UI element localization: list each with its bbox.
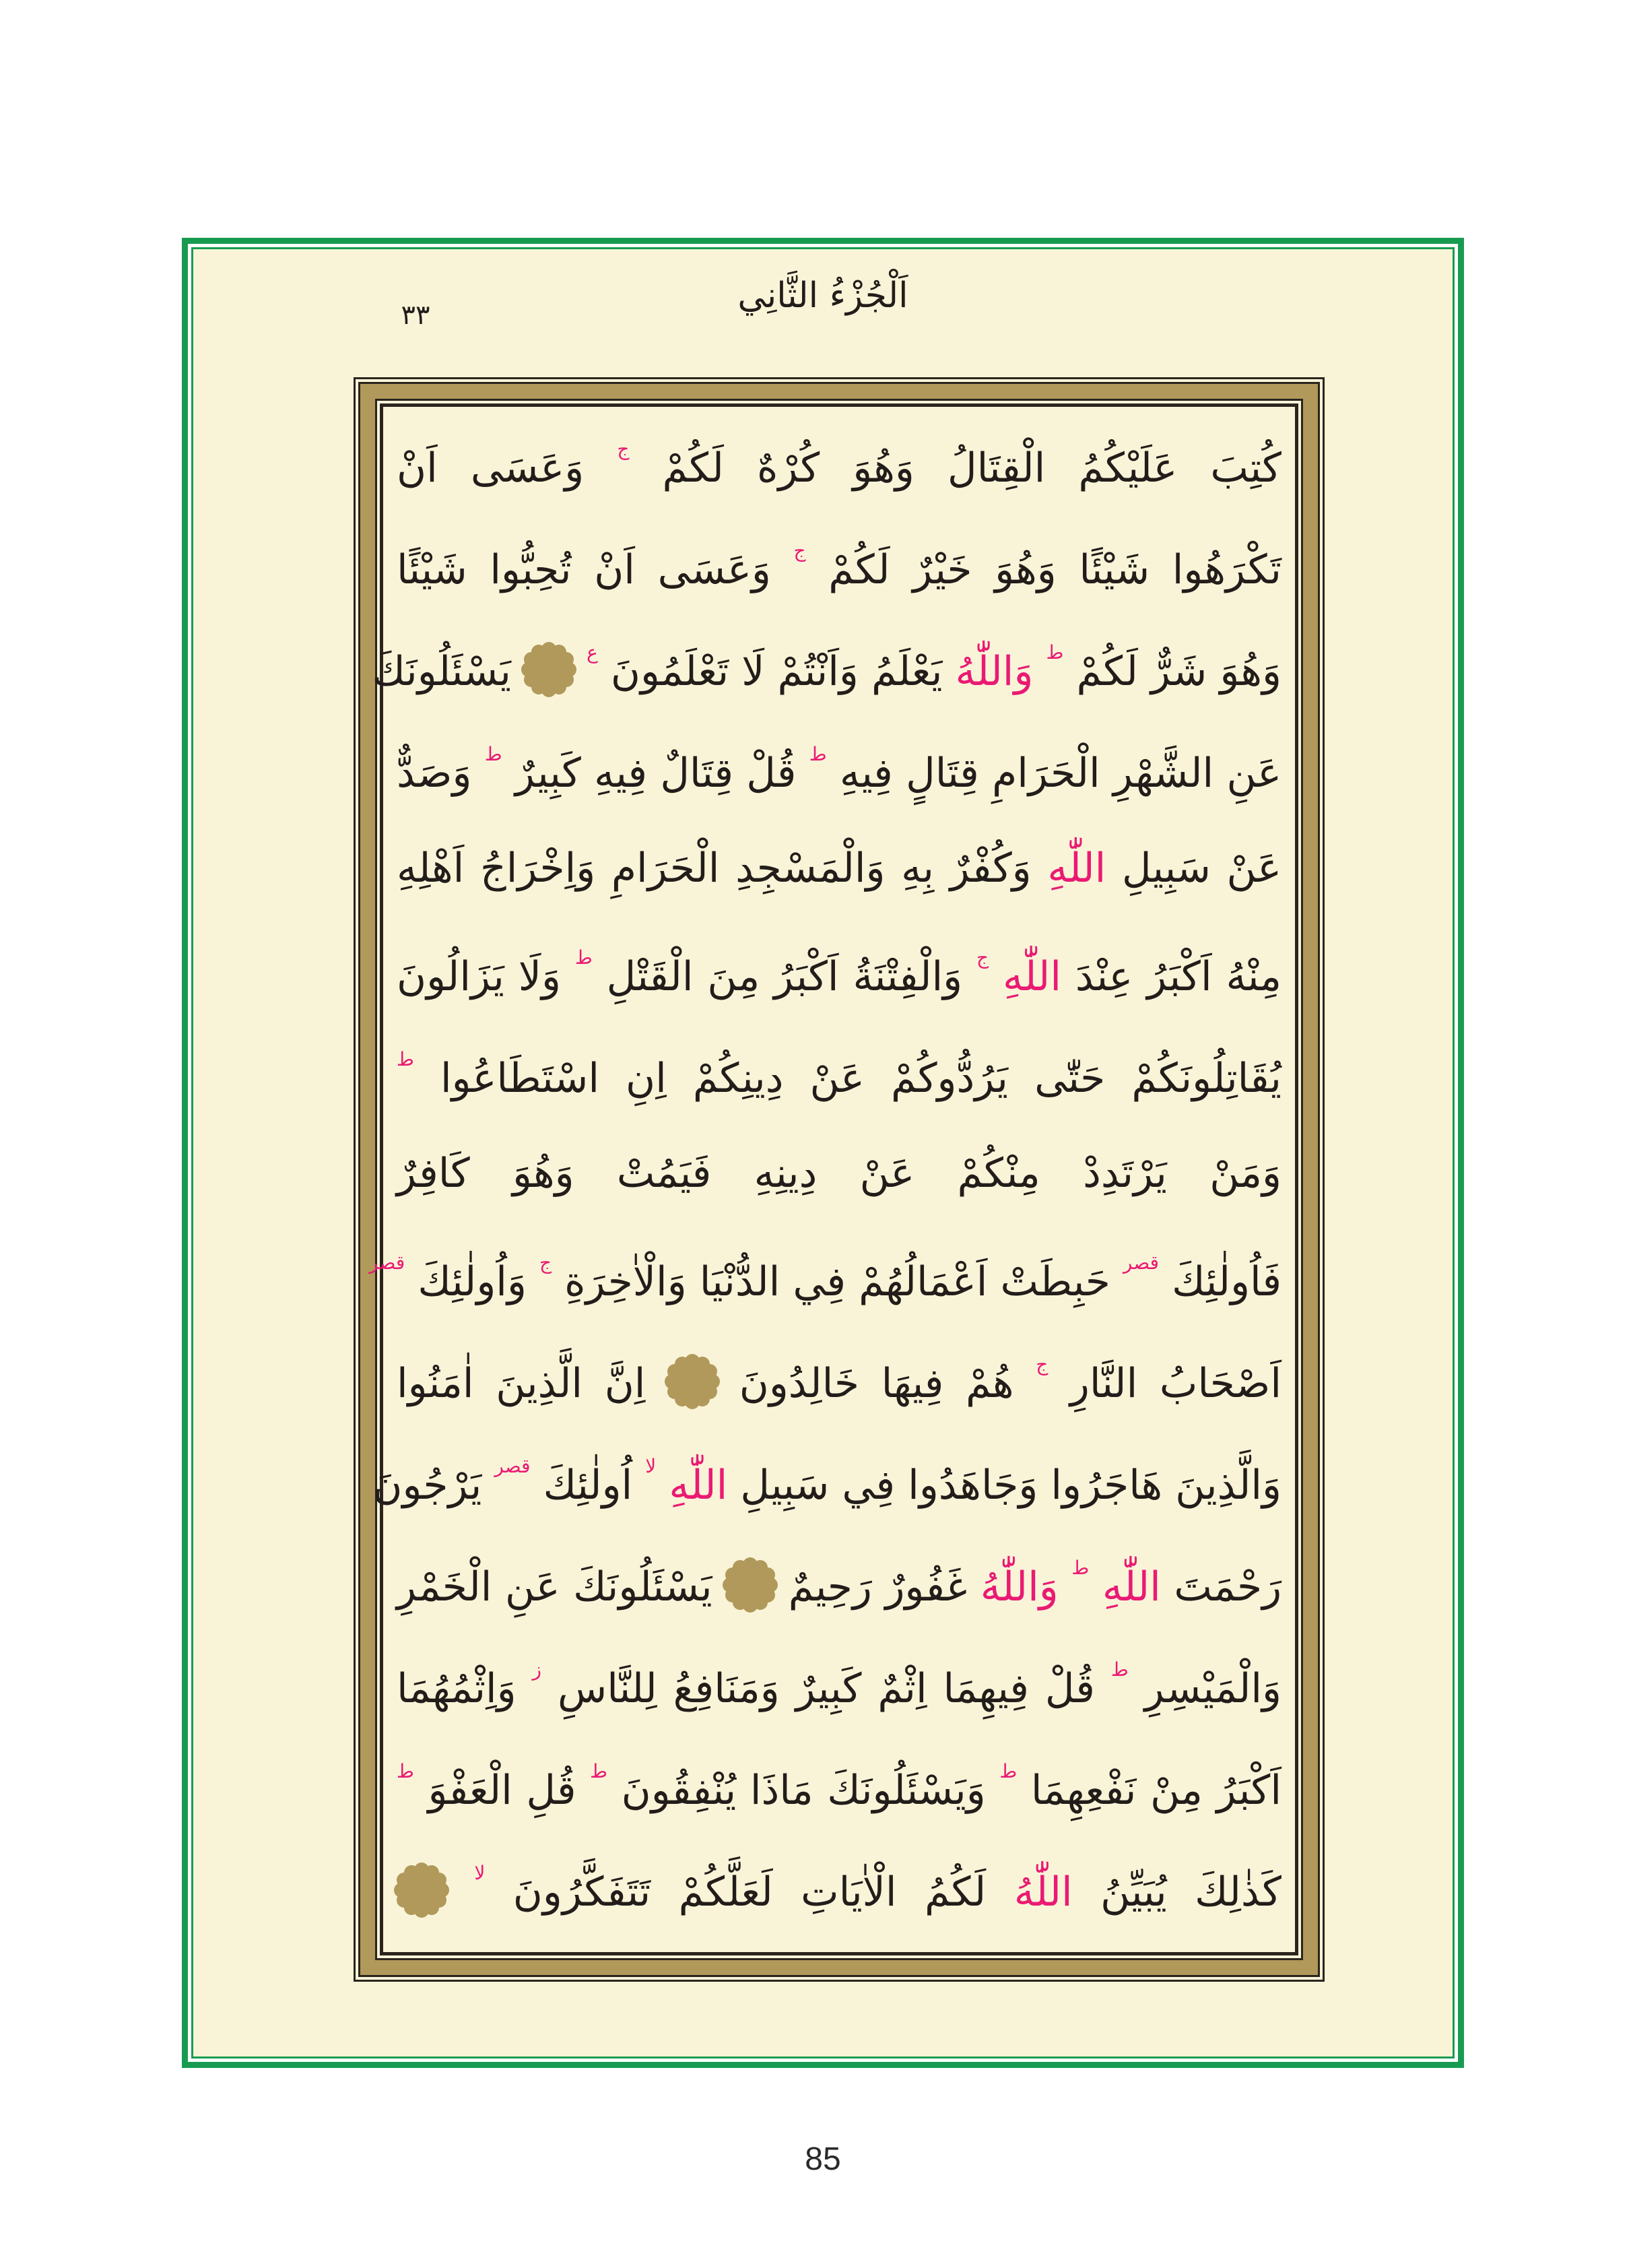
waqf-mark: ط [999, 1760, 1018, 1782]
waqf-mark: ط [484, 743, 502, 765]
waqf-mark: ط [1110, 1658, 1129, 1681]
verse-number: ٢١٨ [739, 1611, 762, 1642]
quran-line [397, 819, 1282, 921]
quran-line [372, 616, 1282, 727]
waqf-mark: لا [645, 1455, 657, 1477]
quran-text: وَكُفْرٌ بِهِ وَالْمَسْجِدِ الْحَرَامِ وَاِخْرَاجُ اَهْلِهِ [397, 845, 1032, 892]
header-page-number-arabic: ٣٣ [401, 300, 430, 331]
quran-text: اِنَّ الَّذِينَ اٰمَنُوا [397, 1360, 646, 1407]
waqf-mark: ز [532, 1658, 542, 1681]
waqf-mark: ط [1046, 641, 1064, 663]
waqf-mark: ط [1071, 1557, 1090, 1579]
waqf-mark: ج [539, 1252, 552, 1274]
quran-text: يَعْلَمُ وَاَنْتُمْ لَا تَعْلَمُونَ [610, 648, 943, 695]
quran-text: غَفُورٌ رَحِيمٌ [788, 1563, 968, 1611]
quran-text: وَالَّذِينَ هَاجَرُوا وَجَاهَدُوا فِي سَبِيلِ [740, 1462, 1282, 1509]
verse-number: ٢١٦ [538, 696, 561, 727]
quran-line [397, 1124, 1282, 1226]
allah-word: وَاللّٰهُ [955, 648, 1034, 695]
allah-word: اللّٰهِ [1102, 1563, 1161, 1611]
juz-title: اَلْجُزْءُ الثَّانِي [737, 276, 908, 316]
waqf-mark: ج [976, 946, 989, 969]
quran-text: وَاِثْمُهُمَا [397, 1665, 517, 1712]
quran-line [372, 1429, 1282, 1531]
quran-text: رَحْمَتَ [1174, 1563, 1282, 1611]
quran-text: اَصْحَابُ النَّارِ [1069, 1360, 1282, 1407]
waqf-mark: قصر [369, 1252, 405, 1274]
waqf-mark: لا [474, 1862, 486, 1884]
quran-text: وَعَسَى اَنْ تُحِبُّوا شَيْئًا [397, 546, 771, 593]
quran-text: عَنْ سَبِيلِ [1121, 845, 1282, 892]
quran-text: لَكُمُ الْاٰيَاتِ لَعَلَّكُمْ تَتَفَكَّرُونَ [512, 1869, 987, 1916]
quran-text: وَصَدٌّ [397, 750, 472, 797]
quran-text: تَكْرَهُوا شَيْئًا وَهُوَ خَيْرٌ لَكُمْ [828, 546, 1282, 593]
quran-line [397, 514, 1282, 616]
ornamental-border-line [358, 382, 1320, 1977]
quran-text: اُولٰئِكَ [543, 1462, 633, 1509]
verse-medallion [725, 1560, 775, 1642]
verse-medallion [667, 1357, 717, 1439]
quran-line [397, 1633, 1282, 1735]
waqf-mark: قصر [494, 1455, 531, 1477]
quran-text: يُقَاتِلُونَكُمْ حَتّٰى يَرُدُّوكُمْ عَنْ دِينِكُمْ اِنِ اسْتَطَاعُوا [440, 1055, 1282, 1102]
quran-text: وَالْفِتْنَةُ اَكْبَرُ مِنَ الْقَتْلِ [606, 953, 963, 1000]
quran-line [397, 921, 1282, 1023]
quran-text-area [369, 407, 1295, 1952]
waqf-mark: ع [587, 641, 598, 663]
waqf-mark: ط [574, 946, 593, 969]
waqf-mark: قصر [1123, 1252, 1160, 1274]
quran-text: وَمَنْ يَرْتَدِدْ مِنْكُمْ عَنْ دِينِهِ فَيَمُتْ وَهُوَ كَافِرٌ [397, 1150, 1282, 1197]
allah-word: اللّٰهِ [669, 1462, 728, 1509]
quran-text: قُلِ الْعَفْوَ [428, 1767, 576, 1814]
quran-text: وَالْمَيْسِرِ [1144, 1665, 1282, 1712]
waqf-mark: ط [397, 1760, 414, 1782]
quran-text: مِنْهُ اَكْبَرُ عِنْدَ [1075, 953, 1282, 1000]
waqf-mark: ج [617, 438, 630, 460]
verse-number: ٢١٧ [681, 1408, 704, 1439]
ornamental-border-line-inner [369, 399, 1303, 1960]
quran-text: وَهُوَ شَرٌّ لَكُمْ [1076, 648, 1282, 695]
allah-word: اللّٰهِ [1003, 953, 1061, 1000]
waqf-mark: ج [793, 540, 806, 562]
waqf-mark: ط [590, 1760, 608, 1782]
quran-line [397, 1735, 1282, 1836]
quran-text: فَاُولٰئِكَ [1172, 1258, 1282, 1305]
quran-line [397, 1531, 1282, 1642]
footer-page-number: 85 [805, 2141, 841, 2177]
quran-text: اَكْبَرُ مِنْ نَفْعِهِمَا [1030, 1767, 1282, 1814]
ornamental-border-gold-band [360, 384, 1318, 1975]
quran-line [397, 717, 1282, 819]
allah-word: اللّٰهُ [1013, 1869, 1073, 1916]
verse-medallion [397, 1865, 446, 1947]
waqf-mark: ط [397, 1048, 414, 1070]
quran-text: هُمْ فِيهَا خَالِدُونَ [739, 1360, 1014, 1407]
quran-text: وَعَسَى اَنْ [397, 445, 585, 492]
quran-text: عَنِ الشَّهْرِ الْحَرَامِ قِتَالٍ فِيهِ [839, 750, 1282, 797]
quran-line [397, 1023, 1282, 1124]
quran-text: قُلْ قِتَالٌ فِيهِ كَبِيرٌ [514, 750, 797, 797]
waqf-mark: ج [1036, 1353, 1048, 1375]
waqf-mark: ط [809, 743, 827, 765]
quran-line [397, 1328, 1282, 1439]
allah-word: وَاللّٰهُ [980, 1563, 1059, 1611]
verse-medallion [524, 645, 574, 727]
quran-text: وَيَسْئَلُونَكَ مَاذَا يُنْفِقُونَ [621, 1767, 986, 1814]
quran-line [397, 412, 1282, 514]
allah-word: اللّٰهِ [1047, 845, 1106, 892]
quran-text: يَرْجُونَ [372, 1462, 482, 1509]
quran-text: يَسْئَلُونَكَ عَنِ الْخَمْرِ [397, 1563, 712, 1611]
quran-text: كَذٰلِكَ يُبَيِّنُ [1100, 1869, 1282, 1916]
quran-text: وَاُولٰئِكَ [418, 1258, 527, 1305]
quran-text: حَبِطَتْ اَعْمَالُهُمْ فِي الدُّنْيَا وَالْاٰخِرَةِ [564, 1258, 1110, 1305]
ornamental-border-outer [354, 377, 1325, 1982]
quran-text: قُلْ فِيهِمَا اِثْمٌ كَبِيرٌ وَمَنَافِعُ لِلنَّاسِ [557, 1665, 1095, 1712]
ornamental-border-innermost [369, 403, 1298, 1955]
quran-text: يَسْئَلُونَكَ [372, 648, 511, 695]
quran-text: كُتِبَ عَلَيْكُمُ الْقِتَالُ وَهُوَ كُرْهٌ لَكُمْ [662, 445, 1282, 492]
quran-line [397, 1836, 1282, 1947]
quran-text: وَلَا يَزَالُونَ [397, 953, 561, 1000]
quran-line [369, 1226, 1282, 1328]
verse-number: ٢١٩ [411, 1916, 433, 1947]
